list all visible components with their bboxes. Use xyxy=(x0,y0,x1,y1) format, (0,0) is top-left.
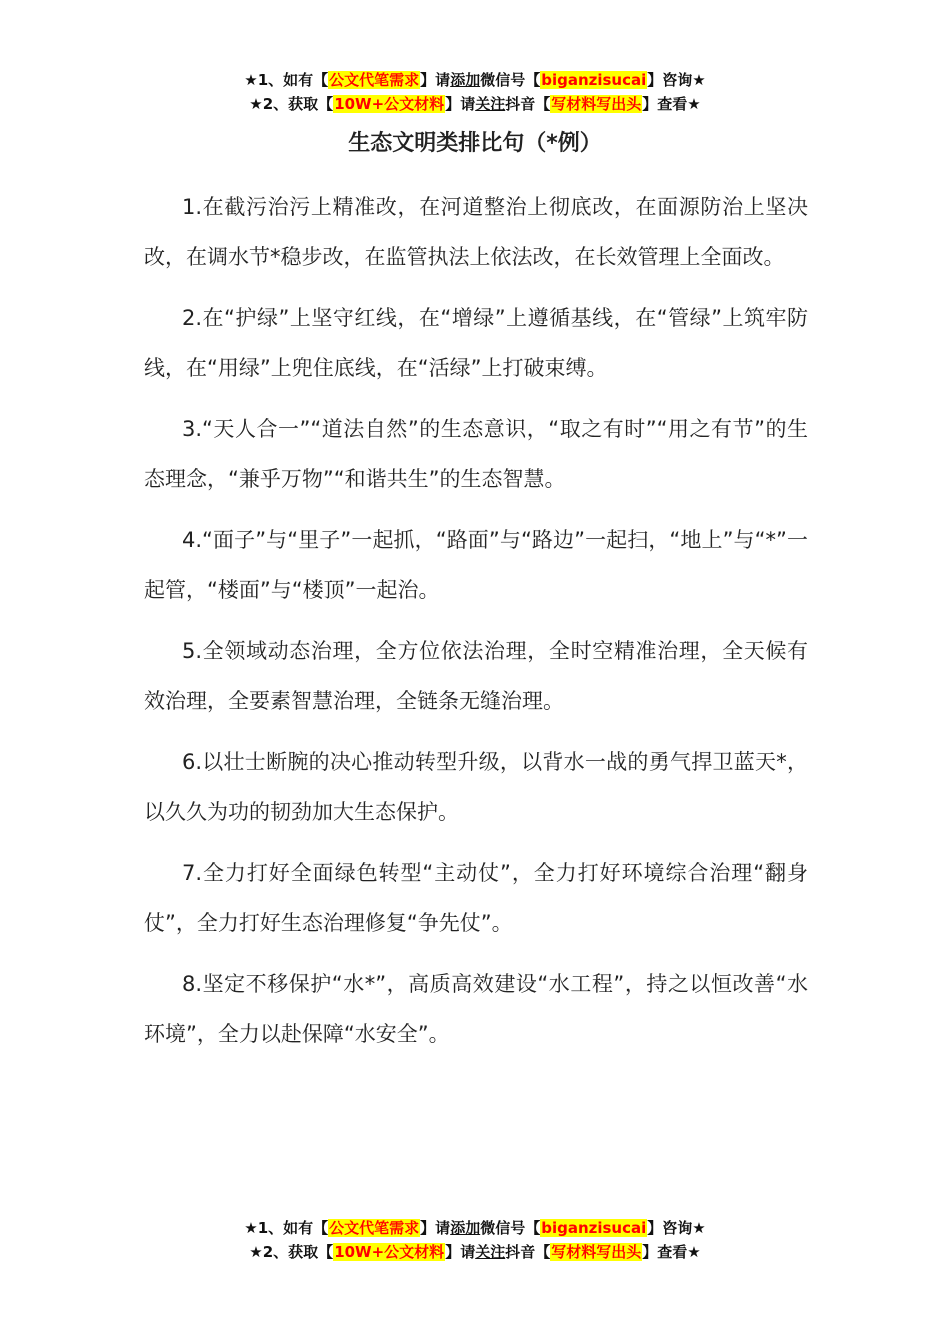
paragraph: 7.全力打好全面绿色转型“主动仗”，全力打好环境综合治理“翻身仗”，全力打好生态治理修复“争先仗”。 xyxy=(144,861,808,935)
banner-text: 】请 xyxy=(445,1243,476,1261)
banner-underlined: 添加 xyxy=(450,1219,481,1237)
paragraph: 1.在截污治污上精准改，在河道整治上彻底改，在面源防治上坚决改，在调水节*稳步改，在监管执法上依法改，在长效管理上全面改。 xyxy=(144,195,808,269)
paragraph: 4.“面子”与“里子”一起抓，“路面”与“路边”一起扫，“地上”与“*”一起管，“楼面”与“楼顶”一起治。 xyxy=(144,528,808,602)
banner-text: 抖音【 xyxy=(505,95,551,113)
banner-underlined: 添加 xyxy=(450,71,481,89)
banner-text: 微信号【 xyxy=(480,1219,541,1237)
banner-underlined: 关注 xyxy=(475,1243,506,1261)
banner-text: 微信号【 xyxy=(480,71,541,89)
banner-line-1 xyxy=(0,68,950,92)
banner-highlight: 公文代笔需求 xyxy=(329,71,420,89)
banner-text: ★2、获取【 xyxy=(249,95,334,113)
banner-text: ★1、如有【 xyxy=(244,71,329,89)
banner-text: 】咨询★ xyxy=(647,1219,706,1237)
document-body xyxy=(144,182,808,1070)
paragraph: 3.“天人合一”“道法自然”的生态意识，“取之有时”“用之有节”的生态理念，“兼乎万物”“和谐共生”的生态智慧。 xyxy=(144,417,808,491)
banner-text: 】请 xyxy=(420,71,451,89)
banner-text: 】查看★ xyxy=(642,95,701,113)
banner-highlight: 写材料写出头 xyxy=(551,1243,642,1261)
banner-text: ★2、获取【 xyxy=(249,1243,334,1261)
banner-text: 抖音【 xyxy=(505,1243,551,1261)
paragraph: 8.坚定不移保护“水*”，高质高效建设“水工程”，持之以恒改善“水环境”，全力以赴保障“水安全”。 xyxy=(144,972,808,1046)
paragraph: 5.全领域动态治理，全方位依法治理，全时空精准治理，全天候有效治理，全要素智慧治理，全链条无缝治理。 xyxy=(144,639,808,713)
banner-highlight: 10W+公文材料 xyxy=(334,1243,445,1261)
banner-text: 】请 xyxy=(445,95,476,113)
banner-highlight: biganzisucai xyxy=(541,1219,647,1237)
paragraph: 2.在“护绿”上坚守红线，在“增绿”上遵循基线，在“管绿”上筑牢防线，在“用绿”上兜住底线，在“活绿”上打破束缚。 xyxy=(144,306,808,380)
banner-text: 】咨询★ xyxy=(647,71,706,89)
banner-highlight: 10W+公文材料 xyxy=(334,95,445,113)
header-banner xyxy=(0,68,950,116)
document-title: 生态文明类排比句（*例） xyxy=(348,131,602,156)
banner-text: 】请 xyxy=(420,1219,451,1237)
footer-banner xyxy=(0,1216,950,1264)
banner-line-2 xyxy=(0,1240,950,1264)
banner-underlined: 关注 xyxy=(475,95,506,113)
banner-highlight: 公文代笔需求 xyxy=(329,1219,420,1237)
banner-text: ★1、如有【 xyxy=(244,1219,329,1237)
banner-text: 】查看★ xyxy=(642,1243,701,1261)
banner-highlight: 写材料写出头 xyxy=(551,95,642,113)
banner-line-2 xyxy=(0,92,950,116)
banner-line-1 xyxy=(0,1216,950,1240)
paragraph: 6.以壮士断腕的决心推动转型升级，以背水一战的勇气捍卫蓝天*，以久久为功的韧劲加大生态保护。 xyxy=(144,750,808,824)
banner-highlight: biganzisucai xyxy=(541,71,647,89)
